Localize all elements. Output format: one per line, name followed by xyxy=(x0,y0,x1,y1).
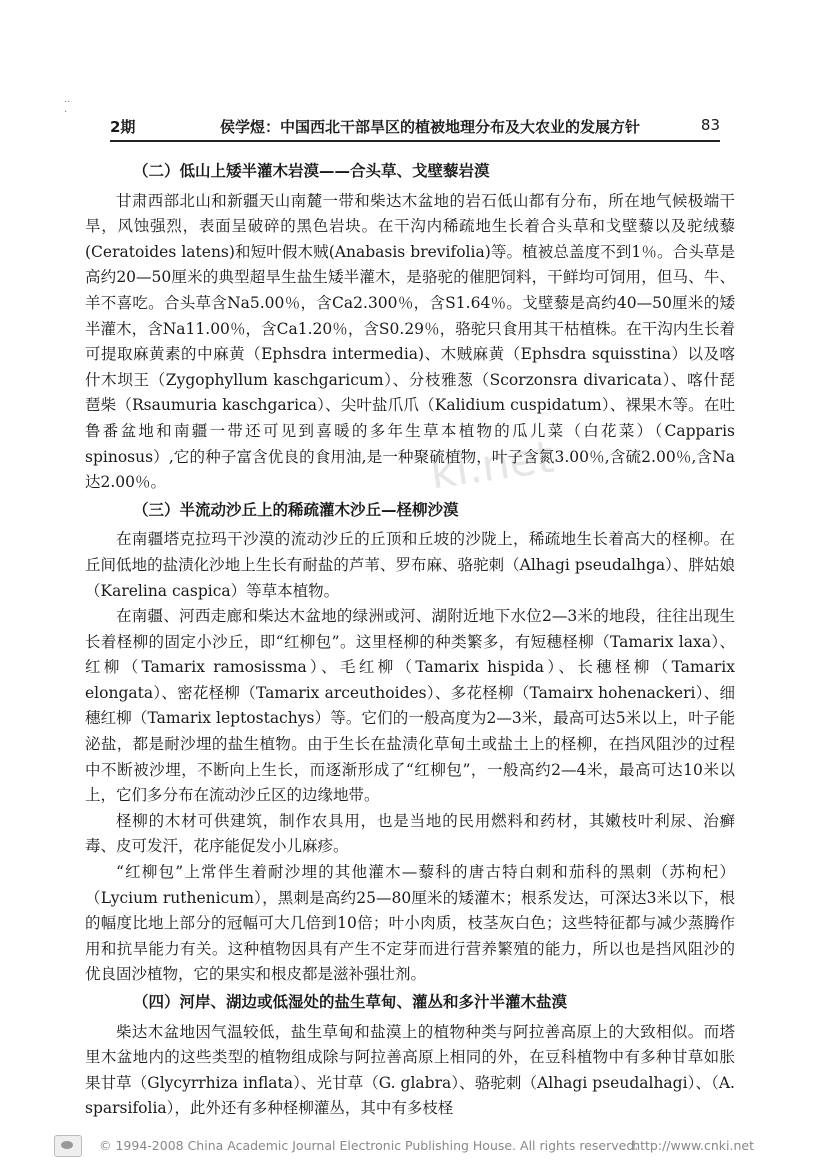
section-heading: （四）河岸、湖边或低湿处的盐生草甸、灌丛和多汁半灌木盐漠 xyxy=(133,993,568,1011)
running-title: 侯学煜：中国西北干部旱区的植被地理分布及大农业的发展方针 xyxy=(219,118,640,136)
footer-link[interactable]: http://www.cnki.net xyxy=(632,1138,754,1153)
paragraph: 甘肃西部北山和新疆天山南麓一带和柴达木盆地的岩石低山都有分布，所在地气候极端干旱，风蚀强烈，表面呈破碎的黑色岩块。在干沟内稀疏地生长着合头草和戈壁藜以及驼绒藜(Ceratoides latens)和短叶假木贼(Anabasis brevifolia)等。植被总盖度不到1％。合头草是高约20—50厘米的典型超旱生盐生矮半灌木，是骆驼的催肥饲料，干鲜均可饲用，但马、牛、羊不喜吃。合头草含Na5.00％，含Ca2.300％，含S1.64％。戈壁藜是高约40—50厘米的矮半灌木，含Na11.00％，含Ca1.20％，含S0.29％，骆驼只食用其干枯植株。在干沟内生长着可提取麻黄素的中麻黄（Ephsdra intermedia)、木贼麻黄（Ephsdra squisstina）以及喀什木坝王（Zygophyllum kaschgaricum）、分枝雅葱（Scorzonsra divaricata）、喀什琵琶柴（Rsaumuria kaschgarica）、尖叶盐爪爪（Kalidium cuspidatum）、裸果木等。在吐鲁番盆地和南疆一带还可见到喜暖的多年生草本植物的瓜儿菜（白花菜）（Capparis spinosus）,它的种子富含优良的食用油,是一种聚硫植物，叶子含氮3.00％,含硫2.00％,含Na达2.00％。 xyxy=(85,191,735,492)
paragraph: 柴达木盆地因气温较低，盐生草甸和盐漠上的植物种类与阿拉善高原上的大致相似。而塔里木盆地内的这些类型的植物组成除与阿拉善高原上相同的外，在豆科植物中有多种甘草如胀果甘草（Glycyrrhiza inflata）、光甘草（G. glabra）、骆驼刺（Alhagi pseudalhagi）、（A. sparsifolia），此外还有多种柽柳灌丛，其中有多枝柽 xyxy=(85,1022,735,1118)
section-heading: （二）低山上矮半灌木岩漠——合头草、戈壁藜岩漠 xyxy=(133,162,490,180)
article-body xyxy=(85,157,735,1122)
copyright-notice: © 1994-2008 China Academic Journal Electronic Publishing House. All rights reserved. xyxy=(99,1138,639,1153)
footer xyxy=(54,1135,754,1159)
publisher-logo-icon xyxy=(54,1135,82,1157)
issue-number: 2期 xyxy=(110,118,136,136)
paragraph: “红柳包”上常伴生着耐沙埋的其他灌木—藜科的唐古特白刺和茄科的黑刺（苏枸杞）（Lycium ruthenicum），黑刺是高约25—80厘米的矮灌木；根系发达，可深达3米以下，根的幅度比地上部分的冠幅可大几倍到10倍；叶小肉质，枝茎灰白色；这些特征都与减少蒸腾作用和抗旱能力有关。这种植物因具有产生不定芽而进行营养繁殖的能力，所以也是挡风阻沙的优良固沙植物，它的果实和根皮都是滋补强壮剂。 xyxy=(85,863,735,984)
page-number: 83 xyxy=(700,116,720,134)
section-heading: （三）半流动沙丘上的稀疏灌木沙丘—柽柳沙漠 xyxy=(133,500,459,519)
paragraph: 柽柳的木材可供建筑，制作农具用，也是当地的民用燃料和药材，其嫩枝叶利尿、治癣毒、皮可发汗，花序能促发小儿麻疹。 xyxy=(85,811,735,856)
margin-mark: ·· · xyxy=(64,97,71,118)
running-header xyxy=(110,110,720,142)
watermark: ki.net xyxy=(427,431,557,500)
paragraph: 在南疆、河西走廊和柴达木盆地的绿洲或河、湖附近地下水位2—3米的地段，往往出现生长着柽柳的固定小沙丘，即“红柳包”。这里柽柳的种类繁多，有短穗柽柳（Tamarix laxa）、红柳（Tamarix ramosissma）、毛红柳（Tamarix hispida）、长穗柽柳（Tamarix elongata）、密花柽柳（Tamarix arceuthoides）、多花柽柳（Tamairx hohenackeri）、细穗红柳（Tamarix leptostachys）等。它们的一般高度为2—3米，最高可达5米以上，叶子能泌盐，都是耐沙埋的盐生植物。由于生长在盐渍化草甸土或盐土上的柽柳，在挡风阻沙的过程中不断被沙埋，不断向上生长，而逐渐形成了“红柳包”，一般高约2—4米，最高可达10米以上，它们多分布在流动沙丘区的边缘地带。 xyxy=(85,607,735,805)
paragraph: 在南疆塔克拉玛干沙漠的流动沙丘的丘顶和丘坡的沙陇上，稀疏地生长着高大的柽柳。在丘间低地的盐渍化沙地上生长有耐盐的芦苇、罗布麻、骆驼刺（Alhagi pseudalhga）、胖姑娘（Karelina caspica）等草本植物。 xyxy=(85,530,735,600)
